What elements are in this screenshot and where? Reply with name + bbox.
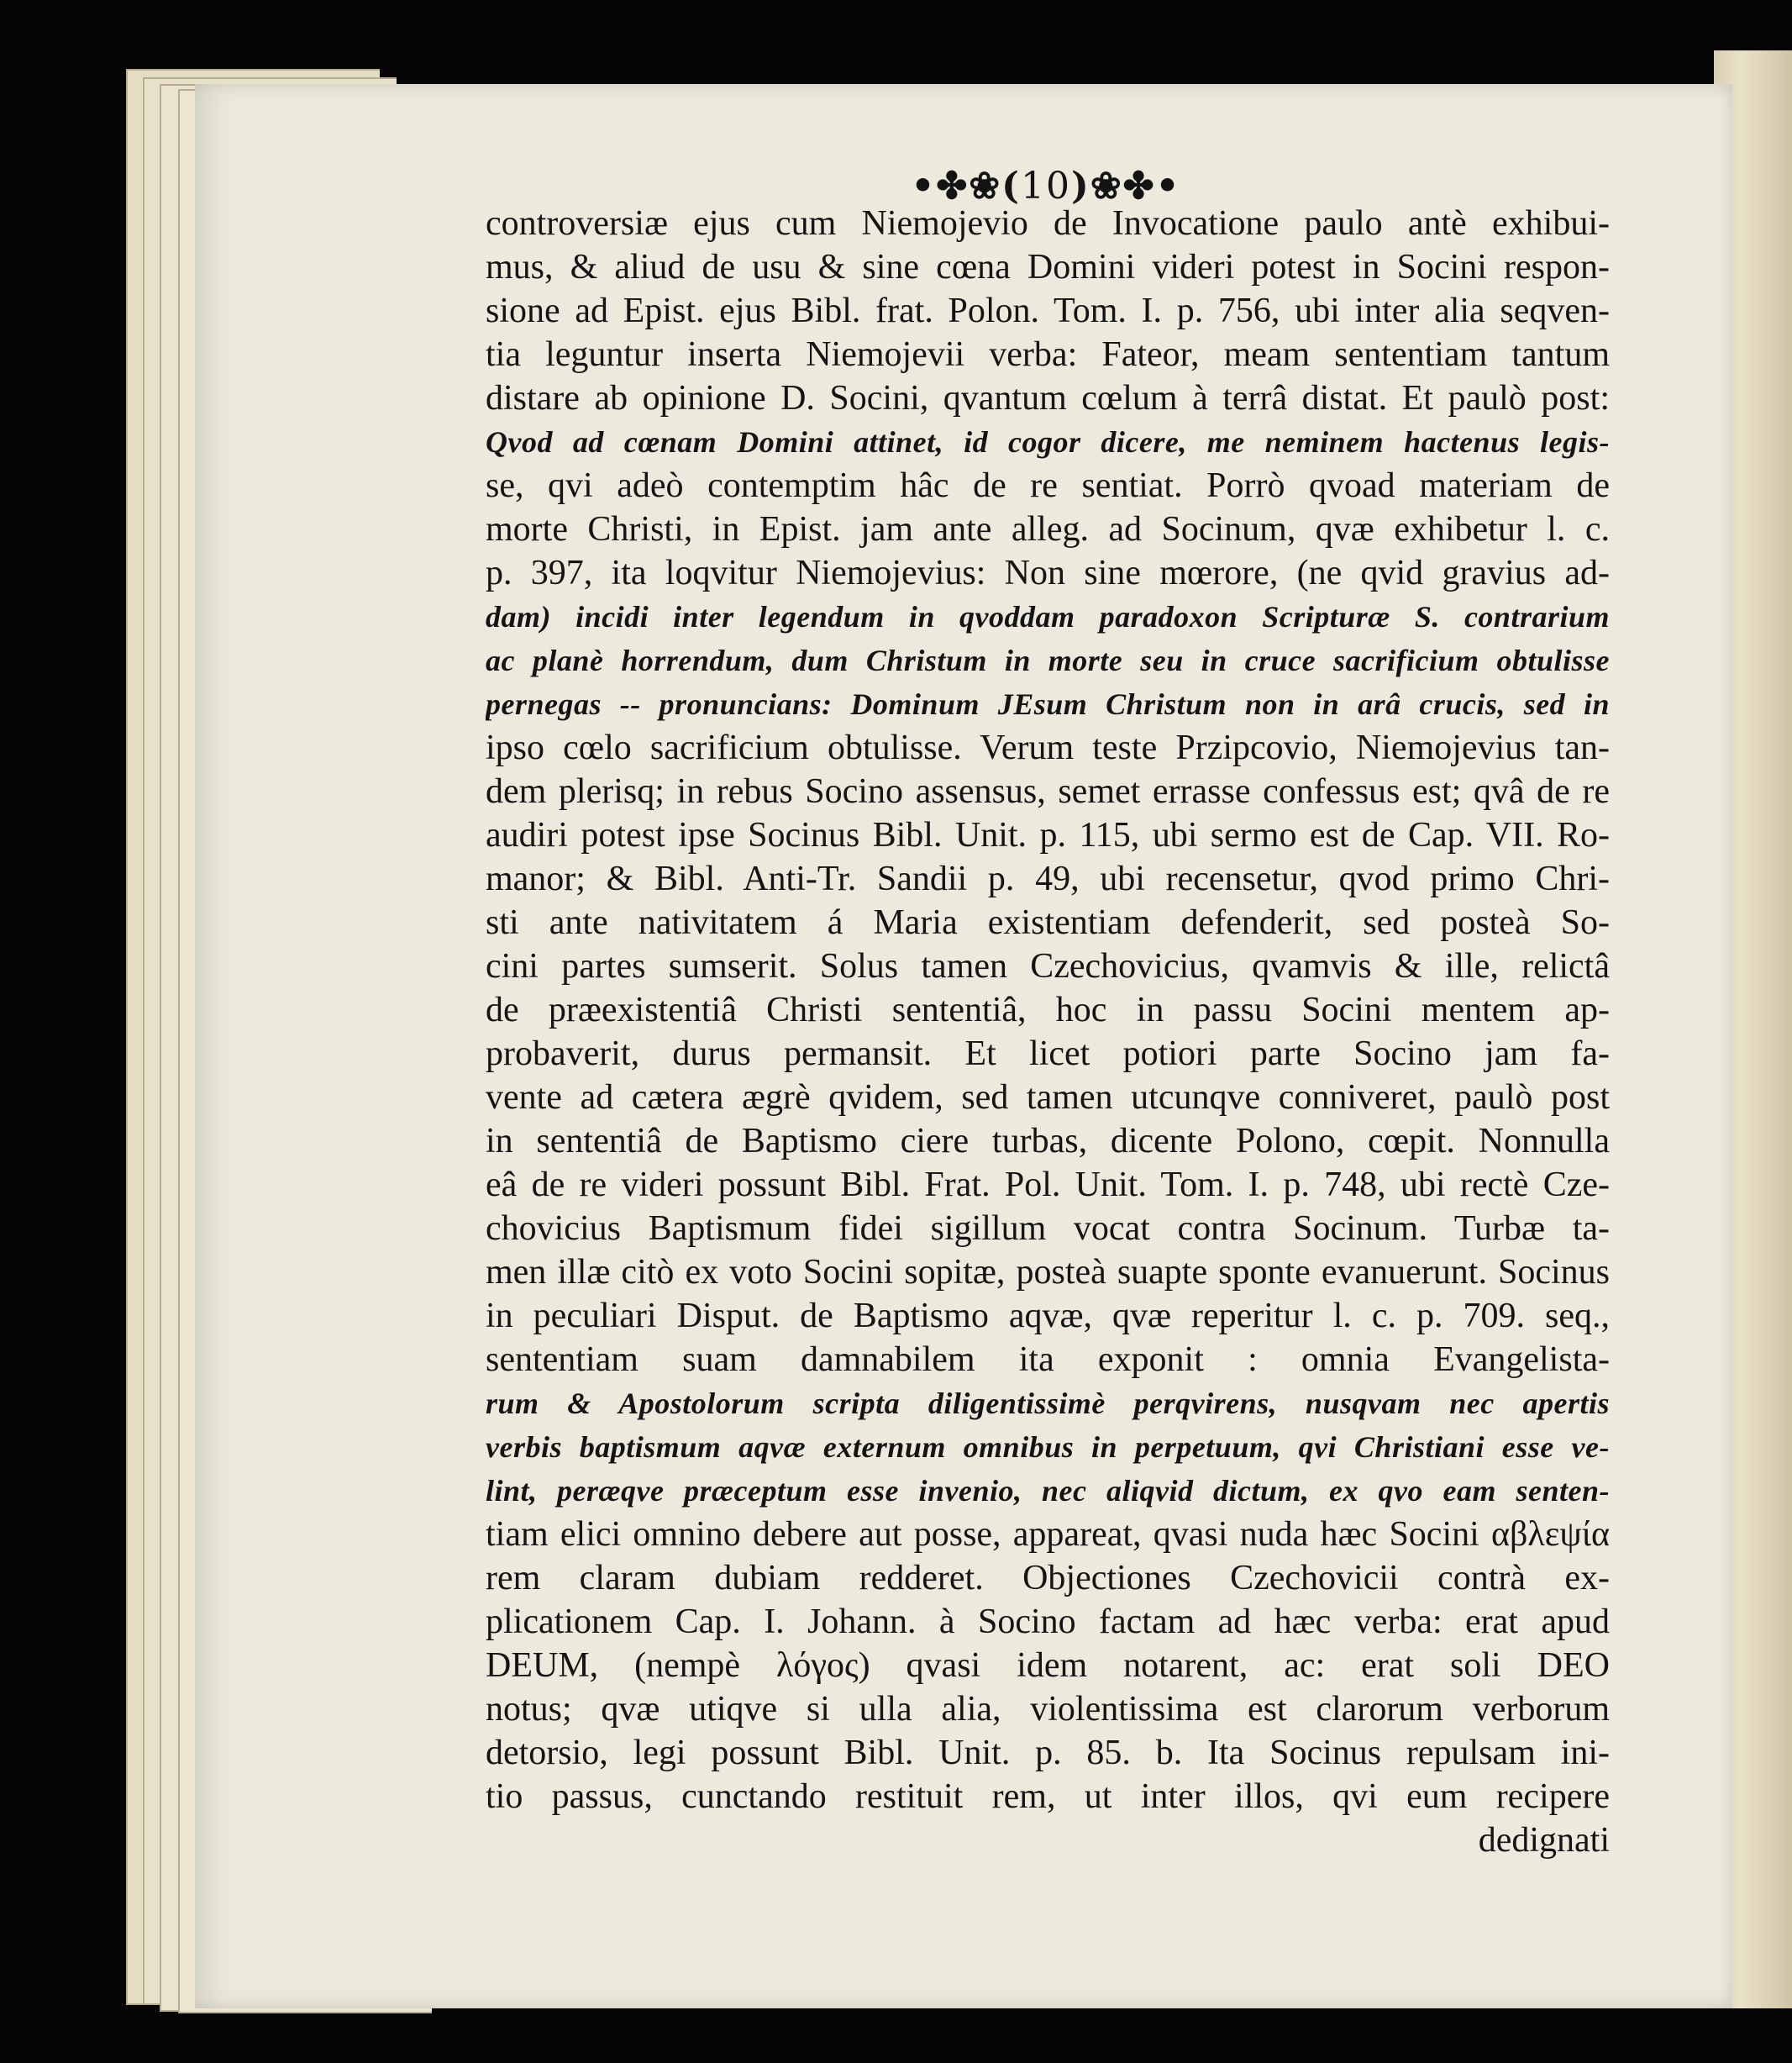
text-line: morte Christi, in Epist. jam ante alleg. ad Socinum, qvæ exhibetur l. c. [486, 510, 1610, 549]
text-line: chovicius Baptismum fidei sigillum vocat contra Socinum. Turbæ ta- [486, 1209, 1610, 1248]
text-line: eâ de re videri possunt Bibl. Frat. Pol. Unit. Tom. I. p. 748, ubi rectè Cze- [486, 1166, 1610, 1204]
text-line: men illæ citò ex voto Socini sopitæ, posteà suapte sponte evanuerunt. Socinus [486, 1253, 1610, 1292]
text-line: mus, & aliud de usu & sine cœna Domini videri potest in Socini respon- [486, 248, 1610, 287]
text-line: audiri potest ipse Socinus Bibl. Unit. p. 115, ubi sermo est de Cap. VII. Ro- [486, 816, 1610, 855]
text-line: p. 397, ita loqvitur Niemojevius: Non sine mœrore, (ne qvid gravius ad- [486, 554, 1610, 592]
text-line: de præexistentiâ Christi sententiâ, hoc in passu Socini mentem ap- [486, 991, 1610, 1029]
text-line: sione ad Epist. ejus Bibl. frat. Polon. Tom. I. p. 756, ubi inter alia seqven- [486, 292, 1610, 330]
text-line: DEUM, (nempè λόγος) qvasi idem notarent, ac: erat soli DEO [486, 1646, 1610, 1685]
text-line: probaverit, durus permansit. Et licet potiori parte Socino jam fa- [486, 1034, 1610, 1073]
text-line: se, qvi adeò contemptim hâc de re sentiat. Porrò qvoad materiam de [486, 466, 1610, 505]
text-line: in sententiâ de Baptismo ciere turbas, dicente Polono, cœpit. Nonnulla [486, 1122, 1610, 1160]
text-line: detorsio, legi possunt Bibl. Unit. p. 85. b. Ita Socinus repulsam ini- [486, 1734, 1610, 1772]
text-line: sententiam suam damnabilem ita exponit : omnia Evangelista- [486, 1340, 1610, 1379]
text-line: ipso cœlo sacrificium obtulisse. Verum teste Przipcovio, Niemojevius tan- [486, 729, 1610, 767]
text-line: ac planè horrendum, dum Christum in morte seu in cruce sacrificium obtulisse [486, 644, 1610, 677]
text-line: lint, peræqve præceptum esse invenio, nec aliqvid dictum, ex qvo eam senten- [486, 1474, 1610, 1508]
text-line: rem claram dubiam redderet. Objectiones Czechovicii contrà ex- [486, 1559, 1610, 1597]
text-line: vente ad cætera ægrè qvidem, sed tamen utcunqve conniveret, paulò post [486, 1078, 1610, 1117]
text-line: controversiæ ejus cum Niemojevio de Invocatione paulo antè exhibui- [486, 204, 1610, 243]
header-ornament-left: •✤❀( [911, 165, 1021, 208]
page-body [486, 202, 1610, 1862]
text-line: Qvod ad cœnam Domini attinet, id cogor dicere, me neminem hactenus legis- [486, 425, 1610, 459]
text-line: in peculiari Disput. de Baptismo aqvæ, qvæ reperitur l. c. p. 709. seq., [486, 1297, 1610, 1335]
text-line: notus; qvæ utiqve si ulla alia, violentissima est clarorum verborum [486, 1690, 1610, 1729]
text-line: cini partes sumserit. Solus tamen Czechovicius, qvamvis & ille, relictâ [486, 947, 1610, 986]
text-line: sti ante nativitatem á Maria existentiam defenderit, sed posteà So- [486, 903, 1610, 942]
text-line: manor; & Bibl. Anti-Tr. Sandii p. 49, ubi recensetur, qvod primo Chri- [486, 860, 1610, 898]
header-ornament-right: )❀✤• [1071, 165, 1181, 208]
text-line: plicationem Cap. I. Johann. à Socino factam ad hæc verba: erat apud [486, 1603, 1610, 1641]
catchword: dedignati [1478, 1821, 1610, 1860]
text-line: dam) incidi inter legendum in qvoddam paradoxon Scripturæ S. contrarium [486, 600, 1610, 634]
text-line: pernegas -- pronuncians: Dominum JEsum Christum non in arâ crucis, sed in [486, 687, 1610, 721]
text-line: tio passus, cunctando restituit rem, ut inter illos, qvi eum recipere [486, 1777, 1610, 1816]
text-line: dem plerisq; in rebus Socino assensus, semet errasse confessus est; qvâ de re [486, 772, 1610, 811]
text-line: rum & Apostolorum scripta diligentissimè perqvirens, nusqvam nec apertis [486, 1387, 1610, 1420]
text-line: tia leguntur inserta Niemojevii verba: Fateor, meam sententiam tantum [486, 335, 1610, 374]
page-number: 10 [1021, 165, 1071, 208]
text-line: distare ab opinione D. Socini, qvantum cœlum à terrâ distat. Et paulò post: [486, 379, 1610, 418]
text-line: verbis baptismum aqvæ externum omnibus in perpetuum, qvi Christiani esse ve- [486, 1430, 1610, 1464]
text-line: tiam elici omnino debere aut posse, appareat, qvasi nuda hæc Socini αβλεψία [486, 1515, 1610, 1554]
